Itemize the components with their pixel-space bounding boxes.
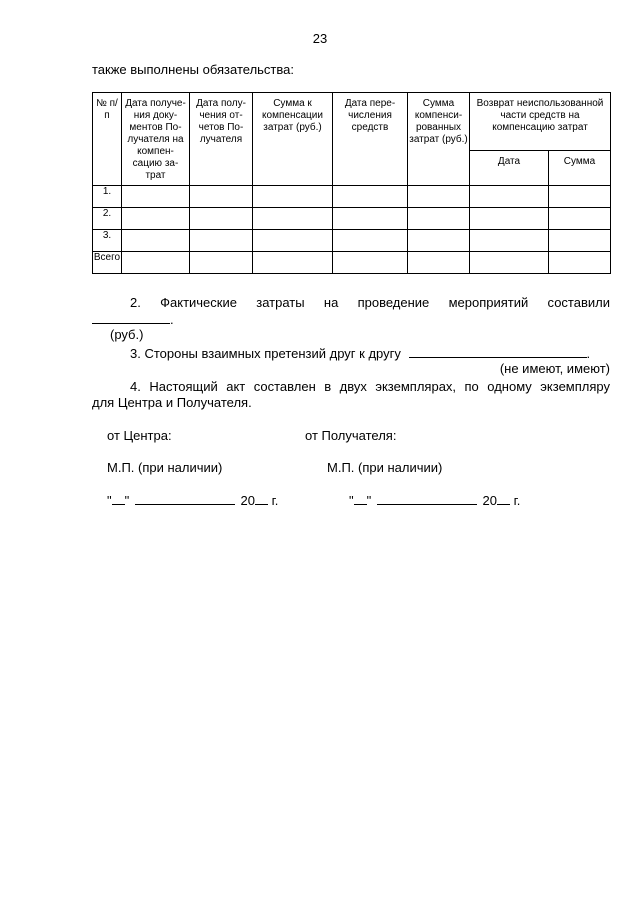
paragraph-4-line1 (130, 379, 610, 395)
p2-word: на (323, 295, 339, 310)
p3-note: (не имеют, имеют) (499, 361, 610, 376)
table-row (93, 186, 611, 208)
table-cell (333, 208, 408, 230)
claims-blank-line (409, 345, 587, 358)
table-cell (549, 186, 611, 208)
header-transfer-date: Дата пере-числения средств (333, 93, 408, 186)
year-suffix: г. (271, 493, 279, 508)
table-cell (408, 252, 470, 274)
quote-open: " (349, 493, 354, 508)
table-header-row (93, 93, 611, 151)
paragraph-3 (130, 345, 590, 362)
table-cell (470, 208, 549, 230)
table-cell (408, 186, 470, 208)
p3-end: . (586, 346, 591, 361)
table-cell (470, 230, 549, 252)
table-cell (333, 230, 408, 252)
row-label: 3. (93, 230, 122, 252)
p4-line2: для Центра и Получателя. (92, 395, 252, 410)
table-row-total (93, 252, 611, 274)
header-compensation-amount: Сумма к компенсации затрат (руб.) (253, 93, 333, 186)
table-row (93, 230, 611, 252)
table-cell (549, 252, 611, 274)
header-reports-date: Дата полу-чения от-четов По-лучателя (190, 93, 253, 186)
p2-word: мероприятий (448, 295, 529, 310)
table-cell (253, 252, 333, 274)
table-cell (122, 252, 190, 274)
table-row (93, 208, 611, 230)
intro-text: также выполнены обязательства: (92, 62, 294, 77)
p2-end: . (170, 312, 174, 327)
stamp-left: М.П. (при наличии) (107, 460, 223, 475)
p2-word: затраты (256, 295, 305, 310)
table-cell (408, 208, 470, 230)
table-cell (122, 186, 190, 208)
header-refund-amount: Сумма (549, 151, 611, 186)
table-cell (122, 208, 190, 230)
quote-close: " (366, 493, 372, 508)
signature-center-label: от Центра: (107, 428, 172, 443)
header-refund-group: Возврат неиспользованной части средств на компенсацию затрат (470, 93, 611, 151)
table-cell (190, 252, 253, 274)
date-line-right (349, 492, 520, 509)
month-blank-line (377, 492, 477, 505)
table-cell (253, 186, 333, 208)
year-suffix: г. (513, 493, 521, 508)
quote-open: " (107, 493, 112, 508)
table-cell (333, 252, 408, 274)
day-blank-line (354, 492, 367, 505)
p2-number: 2. (130, 295, 141, 310)
table-cell (190, 208, 253, 230)
paragraph-2-line1 (130, 295, 610, 311)
paragraph-2-line2 (92, 311, 174, 328)
table-cell (470, 252, 549, 274)
table-cell (549, 230, 611, 252)
month-blank-line (135, 492, 235, 505)
table-cell (190, 186, 253, 208)
p2-word: составили (547, 295, 610, 310)
quote-close: " (124, 493, 130, 508)
year-blank-line (497, 492, 510, 505)
paragraph-4-line2 (92, 395, 252, 411)
header-documents-date: Дата получе-ния доку-ментов По-лучателя на компен-сацию за-трат (122, 93, 190, 186)
table-cell (253, 208, 333, 230)
table-cell (190, 230, 253, 252)
p2-unit: (руб.) (110, 327, 144, 342)
table-cell (333, 186, 408, 208)
date-line-left (107, 492, 278, 509)
page-number: 23 (312, 31, 328, 46)
row-label-total: Всего (93, 252, 122, 274)
paragraph-2-unit (110, 327, 143, 343)
table-cell (470, 186, 549, 208)
paragraph-3-note (380, 361, 610, 377)
stamp-right: М.П. (при наличии) (327, 460, 443, 475)
p2-word: проведение (357, 295, 430, 310)
table-cell (253, 230, 333, 252)
amount-blank-line (92, 311, 170, 324)
header-compensated-amount: Сумма компенси-рованных затрат (руб.) (408, 93, 470, 186)
p4-line1: 4. Настоящий акт составлен в двух экземплярах, по одному экземпляру (130, 379, 610, 394)
day-blank-line (112, 492, 125, 505)
table-cell (408, 230, 470, 252)
year-prefix: 20 (482, 493, 497, 508)
header-number: № п/п (93, 93, 122, 186)
p3-text: 3. Стороны взаимных претензий друг к другу (130, 346, 401, 361)
year-prefix: 20 (240, 493, 255, 508)
table-cell (549, 208, 611, 230)
row-label: 2. (93, 208, 122, 230)
table-cell (122, 230, 190, 252)
header-refund-date: Дата (470, 151, 549, 186)
year-blank-line (255, 492, 268, 505)
compensation-table (92, 92, 611, 274)
p2-word: Фактические (160, 295, 237, 310)
signature-recipient-label: от Получателя: (305, 428, 397, 443)
row-label: 1. (93, 186, 122, 208)
